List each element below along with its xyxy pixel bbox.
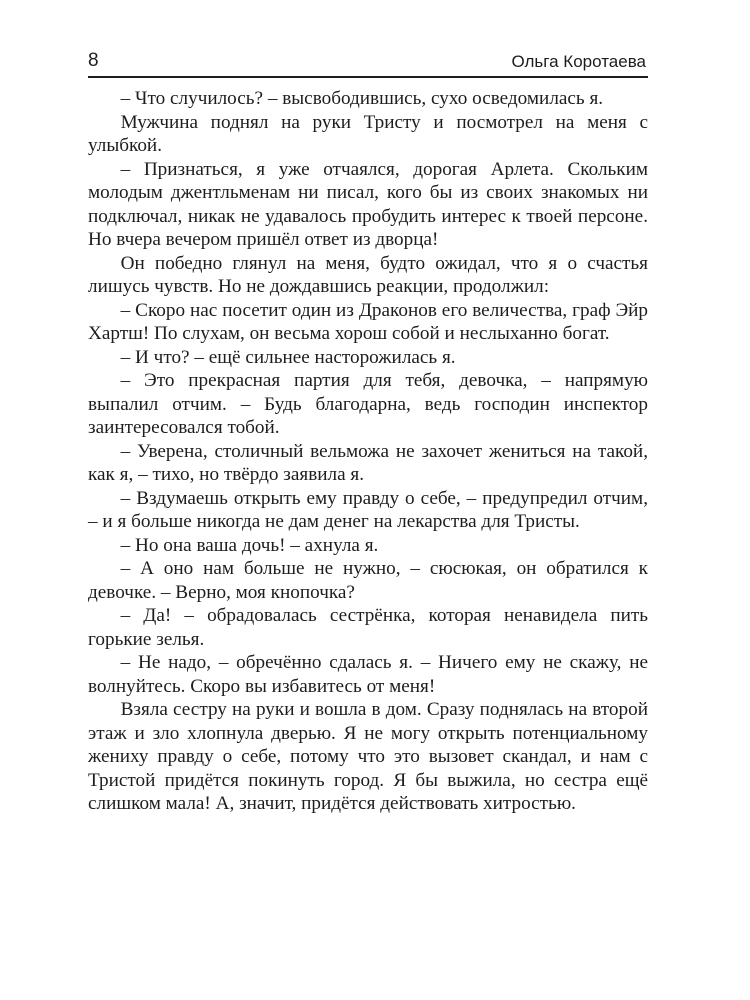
paragraph: – Да! – обрадовалась сестрёнка, которая ненавидела пить горькие зелья.: [88, 605, 648, 650]
header-rule: [88, 76, 648, 78]
author-name: Ольга Коротаева: [511, 52, 646, 71]
paragraph: – Скоро нас посетит один из Драконов его величества, граф Эйр Хартш! По слухам, он весьма хорош собой и неслыханно богат.: [88, 299, 648, 344]
body-text: [88, 87, 648, 816]
paragraph: – Не надо, – обречённо сдалась я. – Ничего ему не скажу, не волнуйтесь. Скоро вы избавитесь от меня!: [88, 652, 648, 697]
paragraph: Мужчина поднял на руки Тристу и посмотрел на меня с улыбкой.: [88, 111, 648, 156]
paragraph: – Вздумаешь открыть ему правду о себе, – предупредил отчим, – и я больше никогда не дам денег на лекарства для Тристы.: [88, 487, 648, 532]
paragraph: – Что случилось? – высвободившись, сухо осведомилась я.: [120, 88, 604, 109]
paragraph: – А оно нам больше не нужно, – сюсюкая, он обратился к девочке. – Верно, моя кнопочка?: [88, 558, 648, 603]
paragraph: – Уверена, столичный вельможа не захочет жениться на такой, как я, – тихо, но твёрдо заявила я.: [88, 440, 648, 485]
page-number: 8: [88, 50, 99, 71]
paragraph: – Но она ваша дочь! – ахнула я.: [120, 534, 379, 556]
page-header: [88, 50, 646, 74]
paragraph: Взяла сестру на руки и вошла в дом. Сразу поднялась на второй этаж и зло хлопнула дверью. Я не могу открыть потенциальному жениху правду о себе, потому что это вызовет скандал, и нам с Тристой придётся покинуть город. Я бы выжила, но сестра ещё слишком мала! А, значит, придётся действовать хитростью.: [88, 699, 648, 814]
paragraph: – И что? – ещё сильнее насторожилась я.: [120, 346, 456, 368]
paragraph: Он победно глянул на меня, будто ожидал, что я о счастья лишусь чувств. Но не дождавшись реакции, продолжил:: [88, 252, 648, 297]
paragraph: – Это прекрасная партия для тебя, девочка, – напрямую выпалил отчим. – Будь благодарна, ведь господин инспектор заинтересовался тобой.: [88, 370, 648, 438]
paragraph: – Признаться, я уже отчаялся, дорогая Арлета. Скольким молодым джентльменам ни писал, кого бы из своих знакомых ни подключал, никак не удавалось пробудить интерес к твоей персоне. Но вчера вечером пришёл ответ из дворца!: [88, 158, 648, 250]
